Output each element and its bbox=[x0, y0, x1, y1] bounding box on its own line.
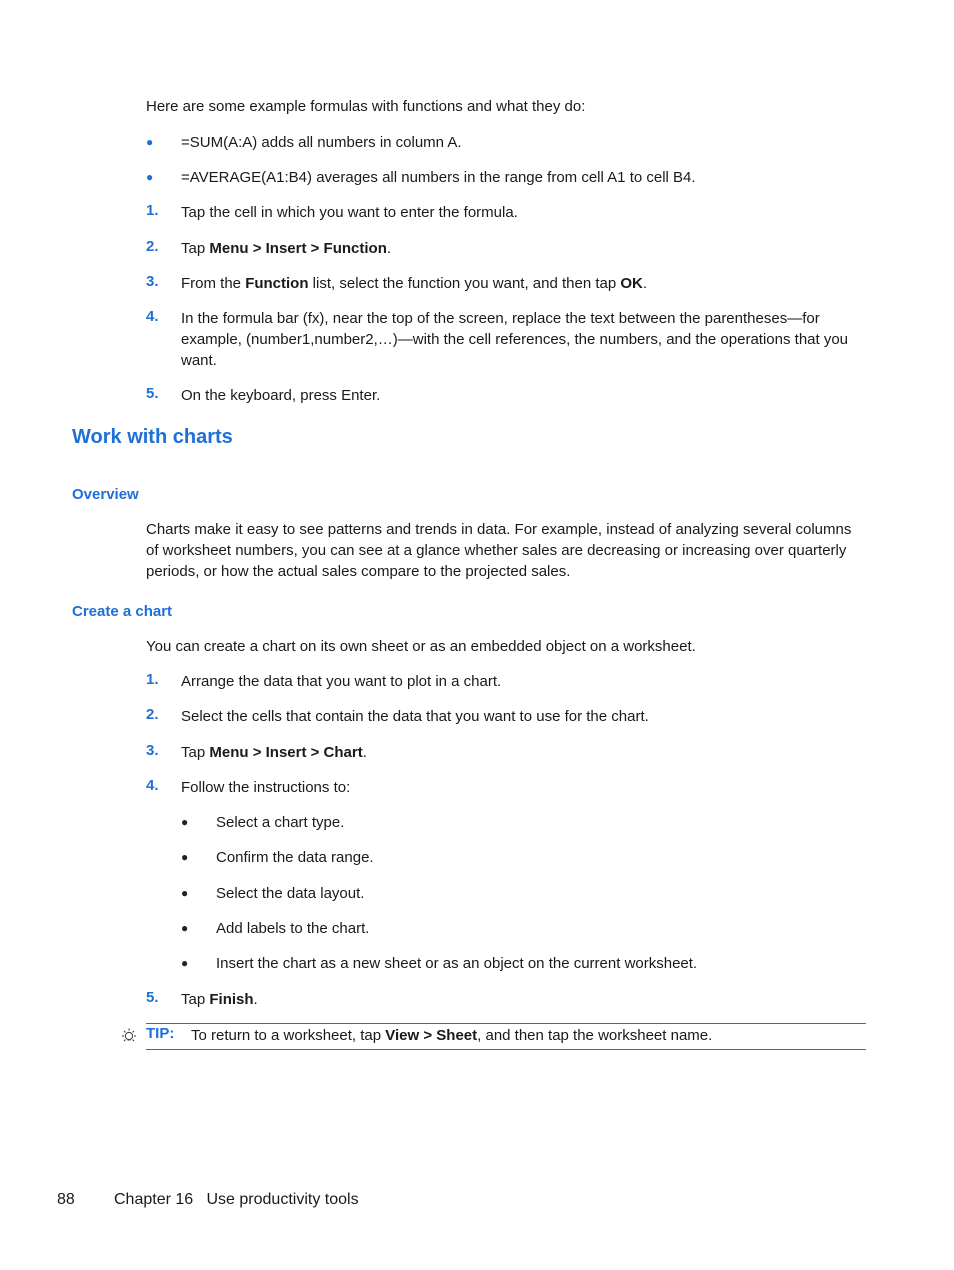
step-number: 4. bbox=[146, 308, 159, 325]
sub-bullet-5: Insert the chart as a new sheet or as an object on the current worksheet. bbox=[216, 955, 698, 972]
lightbulb-icon bbox=[121, 1028, 137, 1046]
step-1-text: Tap the cell in which you want to enter the formula. bbox=[181, 204, 518, 221]
chapter-title: Chapter 16 Use productivity tools bbox=[114, 1191, 359, 1208]
sub-bullet-4: Add labels to the chart. bbox=[216, 920, 370, 937]
heading-create-chart: Create a chart bbox=[72, 603, 173, 620]
bullet-icon: ● bbox=[181, 886, 189, 900]
bullet-icon: ● bbox=[181, 850, 189, 864]
step-3-text: From the Function list, select the function you want, and then tap OK. bbox=[181, 275, 648, 292]
step-number: 4. bbox=[146, 777, 159, 794]
bullet-icon: ● bbox=[181, 921, 189, 935]
step-number: 5. bbox=[146, 385, 159, 402]
step-number: 1. bbox=[146, 671, 159, 688]
chart-step-2-text: Select the cells that contain the data that you want to use for the chart. bbox=[181, 708, 649, 725]
chart-step-3-text: Tap Menu > Insert > Chart. bbox=[181, 744, 367, 761]
chart-step-1-text: Arrange the data that you want to plot in a chart. bbox=[181, 673, 502, 690]
sub-bullet-3: Select the data layout. bbox=[216, 885, 365, 902]
bullet-icon: ● bbox=[146, 170, 154, 184]
chart-step-5-text: Tap Finish. bbox=[181, 991, 258, 1008]
tip-text: To return to a worksheet, tap View > Sheet, and then tap the worksheet name. bbox=[191, 1027, 713, 1044]
step-number: 1. bbox=[146, 202, 159, 219]
heading-work-with-charts: Work with charts bbox=[72, 426, 233, 448]
tip-bottom-rule bbox=[146, 1049, 866, 1050]
sub-bullet-1: Select a chart type. bbox=[216, 814, 345, 831]
tip-label: TIP: bbox=[146, 1025, 175, 1042]
step-number: 3. bbox=[146, 742, 159, 759]
formula-bullet-1: =SUM(A:A) adds all numbers in column A. bbox=[181, 134, 462, 151]
formula-bullet-2: =AVERAGE(A1:B4) averages all numbers in the range from cell A1 to cell B4. bbox=[181, 169, 696, 186]
tip-top-rule bbox=[146, 1023, 866, 1024]
step-number: 2. bbox=[146, 706, 159, 723]
intro-text: Here are some example formulas with functions and what they do: bbox=[146, 98, 586, 115]
step-4-text: In the formula bar (fx), near the top of the screen, replace the text between the parentheses—for example, (number1,number2,…)—with the cell references, the numbers, and the operations that you want. bbox=[181, 310, 849, 369]
step-number: 2. bbox=[146, 238, 159, 255]
bullet-icon: ● bbox=[181, 956, 189, 970]
step-2-text: Tap Menu > Insert > Function. bbox=[181, 240, 392, 257]
step-5-text: On the keyboard, press Enter. bbox=[181, 387, 381, 404]
overview-text: Charts make it easy to see patterns and trends in data. For example, instead of analyzing several columns of worksheet numbers, you can see at a glance whether sales are decreasing or increasing over quarterly periods, or how the actual sales compare to the projected sales. bbox=[146, 521, 852, 580]
step-number: 5. bbox=[146, 989, 159, 1006]
step-number: 3. bbox=[146, 273, 159, 290]
heading-overview: Overview bbox=[72, 486, 139, 503]
bullet-icon: ● bbox=[146, 135, 154, 149]
create-intro-text: You can create a chart on its own sheet or as an embedded object on a worksheet. bbox=[146, 638, 696, 655]
sub-bullet-2: Confirm the data range. bbox=[216, 849, 374, 866]
bullet-icon: ● bbox=[181, 815, 189, 829]
chart-step-4-text: Follow the instructions to: bbox=[181, 779, 351, 796]
page-number: 88 bbox=[57, 1191, 75, 1208]
